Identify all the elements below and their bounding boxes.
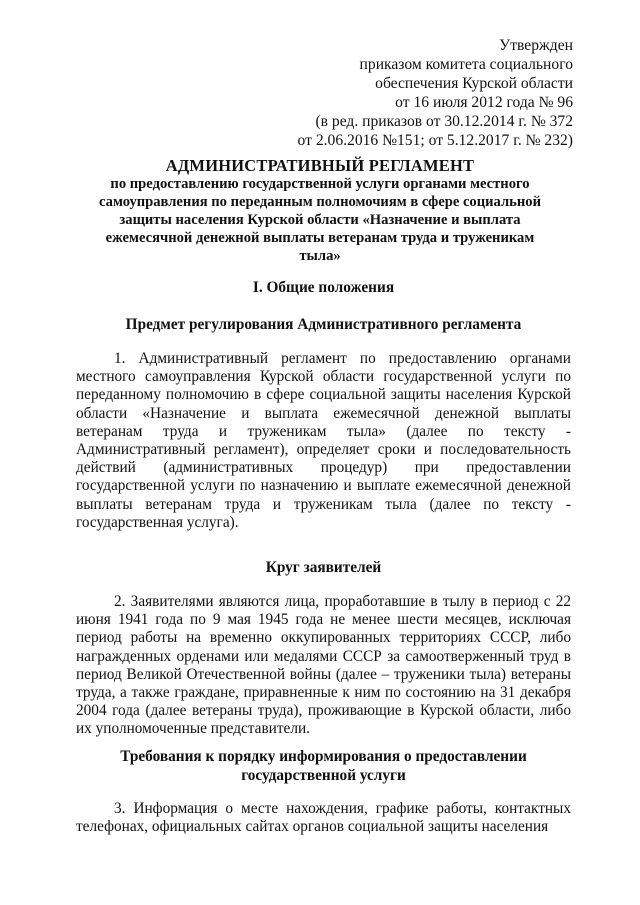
section-heading-informing-line1: Требования к порядку информирования о предоставлении [120,748,527,765]
approval-line: от 2.06.2016 №151; от 5.12.2017 г. № 232) [297,132,573,149]
section-applicants [76,558,571,577]
approval-line: приказом комитета социального [359,56,573,73]
section-applicants-body [76,593,571,739]
section-informing-body [76,800,571,836]
approval-line: от 16 июля 2012 года № 96 [395,94,573,111]
approval-line: (в ред. приказов от 30.12.2014 г. № 372 [315,113,573,130]
paragraph-3: 3. Информация о месте нахождения, графике работы, контактных телефонах, официальных сайтах органов социальной защиты населения [76,800,571,836]
section-heading-subject: Предмет регулирования Административного регламента [125,316,522,333]
section-general [76,278,571,297]
document-subtitle: по предоставлению государственной услуги органами местного самоуправления по переданным полномочиям в сфере социальной защиты населения Курской области «Назначение и выплата ежемесячной денежной выплаты ветеранам труда и труженикам тыла» [99,176,541,264]
approval-line: Утвержден [499,37,573,54]
section-heading-informing-line2: государственной услуги [241,767,406,784]
section-subject-body [76,350,571,532]
document-title: АДМИНИСТРАТИВНЫЙ РЕГЛАМЕНТ [165,156,475,175]
section-heading-general: I. Общие положения [252,279,395,296]
approval-line: обеспечения Курской области [375,75,573,92]
section-informing [76,747,571,785]
section-subject [76,315,571,334]
approval-stamp [298,36,573,150]
document-title-block [88,157,552,265]
paragraph-1: 1. Административный регламент по предоставлению органами местного самоуправления Курской области государственной услуги по переданному полномочию в сфере социальной защиты населения Курской области «Назначение и выплата ежемесячной денежной выплаты ветеранам труда и труженикам тыла» (далее по тексту - Административный регламент), определяет сроки и последовательность действий (административных процедур) при предоставлении государственной услуги по назначению и выплате ежемесячной денежной выплаты ветеранам труда и труженикам тыла (далее по тексту - государственная услуга). [76,350,571,531]
paragraph-2: 2. Заявителями являются лица, проработавшие в тылу в период с 22 июня 1941 года по 9 мая 1945 года не менее шести месяцев, исключая период работы на временно оккупированных территориях СССР, либо награжденных орденами или медалями СССР за самоотверженный труд в период Великой Отечественной войны (далее – труженики тыла) ветераны труда, а также граждане, приравненные к ним по состоянию на 31 декабря 2004 года (далее ветераны труда), проживающие в Курской области, либо их уполномоченные представители. [76,593,571,738]
section-heading-applicants: Круг заявителей [265,559,382,576]
